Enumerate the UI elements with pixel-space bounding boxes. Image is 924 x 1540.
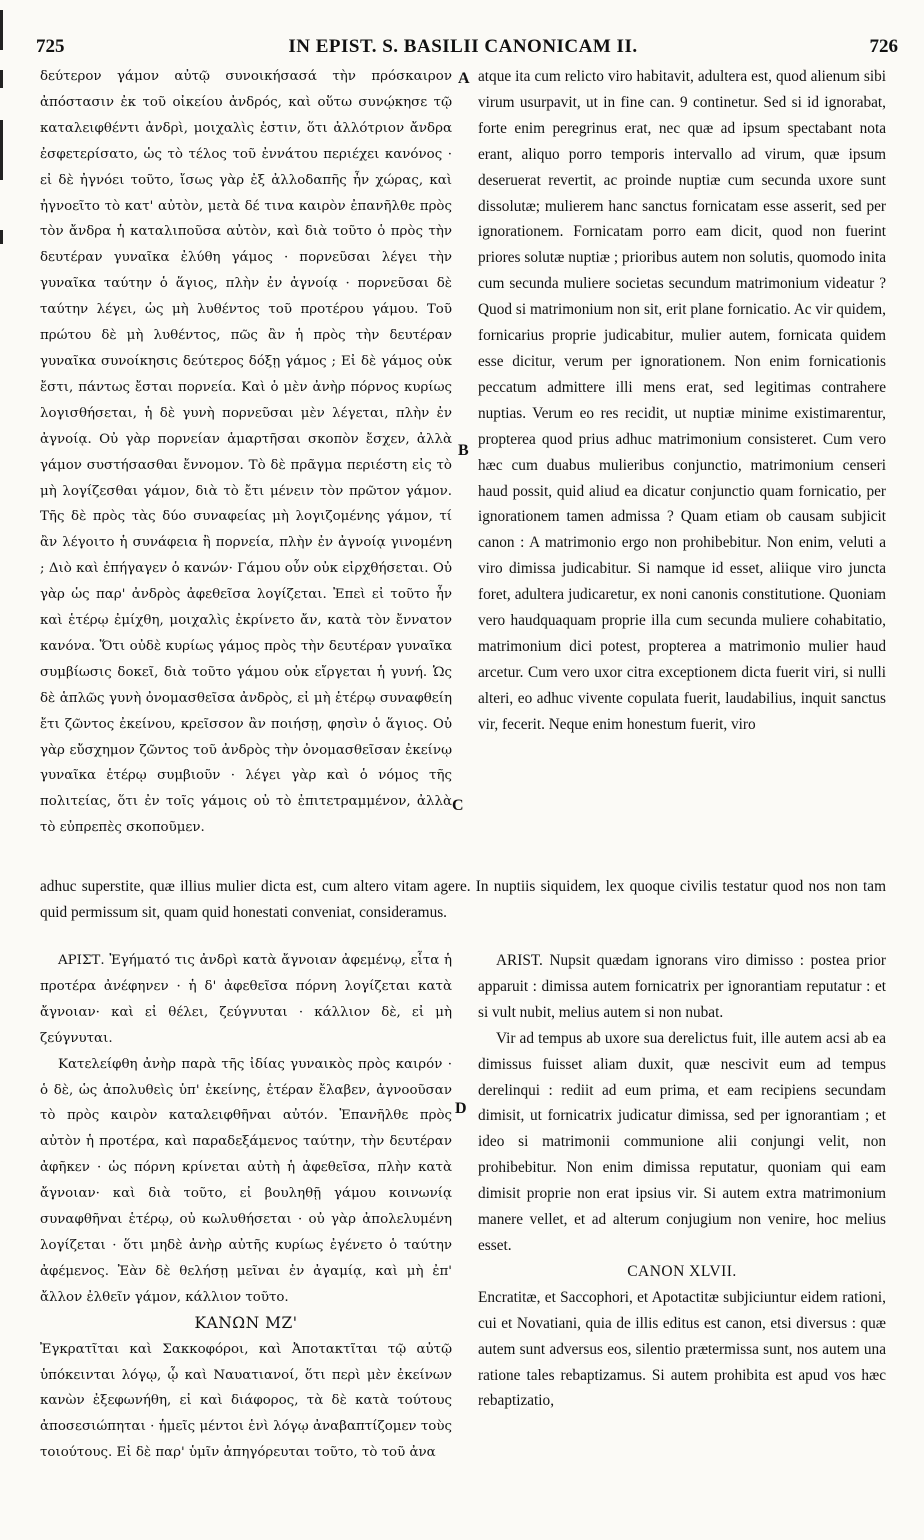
binding-edge-mark	[0, 230, 3, 244]
greek-column-bottom	[40, 948, 452, 1466]
running-header	[28, 36, 898, 58]
page-number-right: 726	[869, 36, 898, 57]
latin-arist-text: Nupsit quædam ignorans viro dimisso : postea prior apparuit : dimissa autem fornicatrix per ignorantiam reputatur : et si vult nubit, melius autem si non nubat.	[478, 952, 886, 1021]
latin-continuation-full-width	[40, 874, 886, 926]
latin-paragraph: atque ita cum relicto viro habitavit, adultera est, quod alienum sibi virum usurpavit, ut in fine can. 9 continetur. Sed si id ignorabat, forte enim peregrinus erat, nec quæ ad ipsum spectabant nota erant, aliquo porro temporis intervallo ad virum, quæ ipsum deseruerat revertit, ac proinde nuptiæ cum secunda uxore sunt dissolutæ; mulierem hanc sanctus fornicatam esse asserit, sed per ignorationem. Fornicatam porro eam dicit, quod non fuerint priores solutæ nuptiæ ; prioribus autem non solutis, quomodo inita cum secunda muliere societas secundum matrimonium videatur ? Quod si matrimonium non sit, erit plane fornicatio. Ac vir quidem, fornicarius proprie judicabitur, mulier autem, fornicata quidem esse dicitur, verum per ignorationem. Non enim fornicationis peccatum admittere illi mens erat, sed legitimas contrahere nuptias. Verum eo res recidit, ut nuptiæ minime existimarentur, propterea quod prius adhuc matrimonium consisteret. Cum vero hæc cum duabus mulieribus conjunctio, matrimonium censeri haud possit, quid aliud ea dicatur conjunctio quam fornicatio, per ignorationem tamen admissa ? Quam etiam ob causam subjicit canon : A matrimonio ergo non prohibebitur. Non enim, veluti a viro dimissa judicabitur. Si namque id esset, aliique viro juncta foret, adultera judicaretur, ex noni canonis constitutione. Quoniam vero haudquaquam proprie illa cum secunda muliere cohabitatio, matrimonium dici potest, propterea a matrimonio mulier haud arcetur. Cum vero uxor citra exceptionem dicta fuerit viri, si nulli alteri, eo adhuc vivente copulata fuerit, laudabilius, inquit sanctus vir, fecerit. Neque enim honestum fuerit, viro	[478, 68, 886, 733]
greek-canon-heading: ΚΑΝΩΝ ΜΖ'	[194, 1313, 298, 1332]
latin-canon-text: Encratitæ, et Saccophori, et Apotactitæ subjiciuntur eidem rationi, cui et Novatiani, quia de illis editus est canon, etsi diversus : quæ autem sunt adversus eos, silentio prætermissa sunt, nos autem una ratione tales rebaptizamus. Si autem prohibita est apud vos hæc rebaptizatio,	[478, 1288, 886, 1410]
greek-commentary-paragraph: Κατελείφθη ἀνὴρ παρὰ τῆς ἰδίας γυναικὸς πρὸς καιρόν · ὁ δὲ, ὡς ἀπολυθεὶς ὑπ' ἐκείνης, ἑτέραν ἔλαβεν, ἀγνοοῦσαν τὸ πρὸς καιρὸν καταλειφθῆναι αὐτόν. Ἐπανῆλθε πρὸς αὐτὸν ἡ προτέρα, καὶ παραδεξάμενος ταύτην, τὴν δευτέραν ἀφῆκεν · ὡς πόρνη κρίνεται αὐτὴ ἡ ἀφεθεῖσα, πλὴν κατὰ ἄγνοιαν· καὶ διὰ τοῦτο, εἰ βουληθῇ γάμου κοινωνίᾳ συναφθῆναι ἑτέρῳ, οὐ κωλυθήσεται · οὐ γὰρ ἀπολελυμένη λογίζεται · ὅτι μηδὲ ἀνὴρ αὐτῆς κυρίως ἐγένετο ὁ ταύτην ἀφέμενος. Ἐὰν δὲ θελήσῃ μεῖναι ἐν ἀγαμίᾳ, καὶ μὴ ἐπ' ἄλλον ἐλθεῖν γάμον, κάλλιον τοῦτο.	[40, 1056, 452, 1305]
latin-arist-label: ARIST.	[496, 952, 543, 969]
binding-edge-mark	[0, 70, 3, 88]
margin-letter-b: B	[458, 442, 469, 459]
latin-commentary-paragraph: Vir ad tempus ab uxore sua derelictus fuit, ille autem acsi ab ea dimissus fuisset aliam duxit, quæ nescivit eum ad tempus derelinqui : rediit ad eum prima, et eam recipiens secundam dimisit, ut fornicatrix judicatur dimissa, sed per ignorantiam ; et ideo si matrimonii communione alii conjungi velit, non prohibebitur. Non enim dimissa reputatur, quoniam qui eam dimisit proprie non erat ipsius vir. Si autem extra matrimonium manere vellet, et ad alterum conjugium non venire, hoc melius esset.	[478, 1029, 886, 1254]
greek-arist-label: ΑΡΙΣΤ.	[58, 953, 105, 968]
latin-column-bottom	[478, 948, 886, 1414]
binding-edge-mark	[0, 120, 3, 180]
latin-canon-heading: CANON XLVII.	[627, 1262, 737, 1280]
latin-arist-paragraph	[478, 948, 886, 1026]
latin-column-top	[478, 64, 886, 738]
running-head-title: IN EPIST. S. BASILII CANONICAM II.	[288, 36, 638, 57]
margin-letter-d: D	[455, 1100, 467, 1117]
latin-continuation-paragraph: adhuc superstite, quæ illius mulier dicta est, cum altero vitam agere. In nuptiis siquidem, lex quoque civilis testatur quod nos non tam quid permissum sit, quam quid honestati conveniat, consideramus.	[40, 878, 886, 921]
binding-edge-mark	[0, 10, 3, 50]
greek-arist-paragraph	[40, 948, 452, 1052]
greek-column-top	[40, 64, 452, 841]
greek-paragraph: δεύτερον γάμον αὐτῷ συνοικήσασά τὴν πρόσκαιρον ἀπόστασιν ἐκ τοῦ οἰκείου ἀνδρός, καὶ οὕτω συνῴκησε τῷ καταλειφθέντι ἀνδρὶ, μοιχαλὶς ἐστιν, ὅτι ἀλλότριον ἄνδρα ἐσφετερίσατο, ὡς τὸ τέλος τοῦ ἐννάτου περιέχει κανόνος · εἰ δὲ ἠγνόει τοῦτο, ἴσως γὰρ ἐξ ἀλλοδαπῆς ἦν χώρας, καὶ ἠγνοεῖτο τὸ κατ' αὐτὸν, μετὰ δέ τινα καιρὸν ἐπανῆλθε πρὸς τὸν ἄνδρα ἡ καταλιποῦσα αὐτὸν, καὶ διὰ τοῦτο ὁ πρὸς τὴν δευτέραν γυναῖκα ἐλύθη γάμος · πορνεῦσαι λέγει τὴν γυναῖκα ταύτην ὁ ἅγιος, πλὴν ἐν ἀγνοίᾳ · πορνεῦσαι δὲ ταύτην λέγει, ὡς μὴ λυθέντος τοῦ προτέρου γάμου. Τοῦ πρώτου δὲ μὴ λυθέντος, πῶς ἂν ἡ πρὸς τὴν δευτέραν γυναῖκα συνοίκησις δεύτερος δόξῃ γάμος ; Εἰ δὲ γάμος οὐκ ἔστι, πάντως ἔσται πορνεία. Καὶ ὁ μὲν ἀνὴρ πόρνος κυρίως λογισθήσεται, ἡ δὲ γυνὴ πορνεῦσαι μὲν λέγεται, πλὴν ἐν ἀγνοίᾳ. Οὐ γὰρ πορνείαν ἁμαρτῆσαι σκοπὸν ἔσχεν, ἀλλὰ γάμον συστήσασθαι ἔννομον. Τὸ δὲ πρᾶγμα περιέστη εἰς τὸ μὴ λογίζεσθαι γάμον, διὰ τὸ ἔτι μένειν τὸν πρῶτον γάμον. Τῆς δὲ πρὸς τὰς δύο συναφείας μὴ λογιζομένης γάμον, τί ἂν λέγοιτο ἡ συνάφεια ἢ πορνεία, πλὴν ἐν ἀγνοίᾳ γινομένη ; Διὸ καὶ ἐπήγαγεν ὁ κανών· Γάμου οὖν οὐκ εἰρχθήσεται. Οὐ γὰρ ὡς παρ' ἀνδρὸς ἀφεθεῖσα λογίζεται. Ἐπεὶ εἰ τοῦτο ἦν καὶ ἑτέρῳ ἐμίχθη, μοιχαλὶς ἐκρίνετο ἄν, κατὰ τὸν ἔννατον κανόνα. Ὅτι οὐδὲ κυρίως γάμος πρὸς τὴν δευτέραν γυναῖκα συμβίωσις δοκεῖ, διὰ τοῦτο γάμου οὐκ εἴργεται ἡ γυνή. Ὡς δὲ ἁπλῶς γυνὴ ὀνομασθεῖσα ἀνδρὸς, εἰ μὴ ἑτέρῳ συναφθείη ἔτι ζῶντος ἐκείνου, κρεῖσσον ἂν ποιήσῃ, φησὶν ὁ ἅγιος. Οὐ γὰρ εὔσχημον ζῶντος τοῦ ἀνδρὸς τὴν ὀνομασθεῖσαν ἐκείνῳ γυναῖκα ἑτέρῳ συμβιοῦν · λέγει γὰρ καὶ ὁ νόμος τῆς πολιτείας, ὅτι ἐν τοῖς γάμοις οὐ τὸ ἐπιτετραμμένον, ἀλλὰ τὸ εὐπρεπὲς σκοποῦμεν.	[40, 69, 452, 836]
page-number-left: 725	[36, 36, 65, 57]
margin-letter-a: A	[458, 70, 470, 87]
greek-canon-text: Ἐγκρατῖται καὶ Σακκοφόροι, καὶ Ἀποτακτῖται τῷ αὐτῷ ὑπόκεινται λόγῳ, ᾧ καὶ Ναυατιανοί, ὅτι περὶ μὲν ἐκείνων κανὼν ἐξεφωνήθη, εἰ καὶ διάφορος, τὰ δὲ κατὰ τούτους ἀποσεσιώπηται · ἡμεῖς μέντοι ἑνὶ λόγῳ ἀναβαπτίζομεν τοὺς τοιούτους. Εἰ δὲ παρ' ὑμῖν ἀπηγόρευται τοῦτο, τὸ τοῦ ἀνα	[40, 1341, 452, 1461]
margin-letter-c: C	[452, 797, 464, 814]
greek-arist-text: Ἐγήματό τις ἀνδρὶ κατὰ ἄγνοιαν ἀφεμένῳ, εἶτα ἡ προτέρα ἀνέφηνεν · ἡ δ' ἀφεθεῖσα πόρνη λογίζεται κατὰ ἄγνοιαν· καὶ εἰ θέλει, ζεύγνυται · κάλλιον δὲ, εἰ μὴ ζεύγνυται.	[40, 953, 453, 1046]
